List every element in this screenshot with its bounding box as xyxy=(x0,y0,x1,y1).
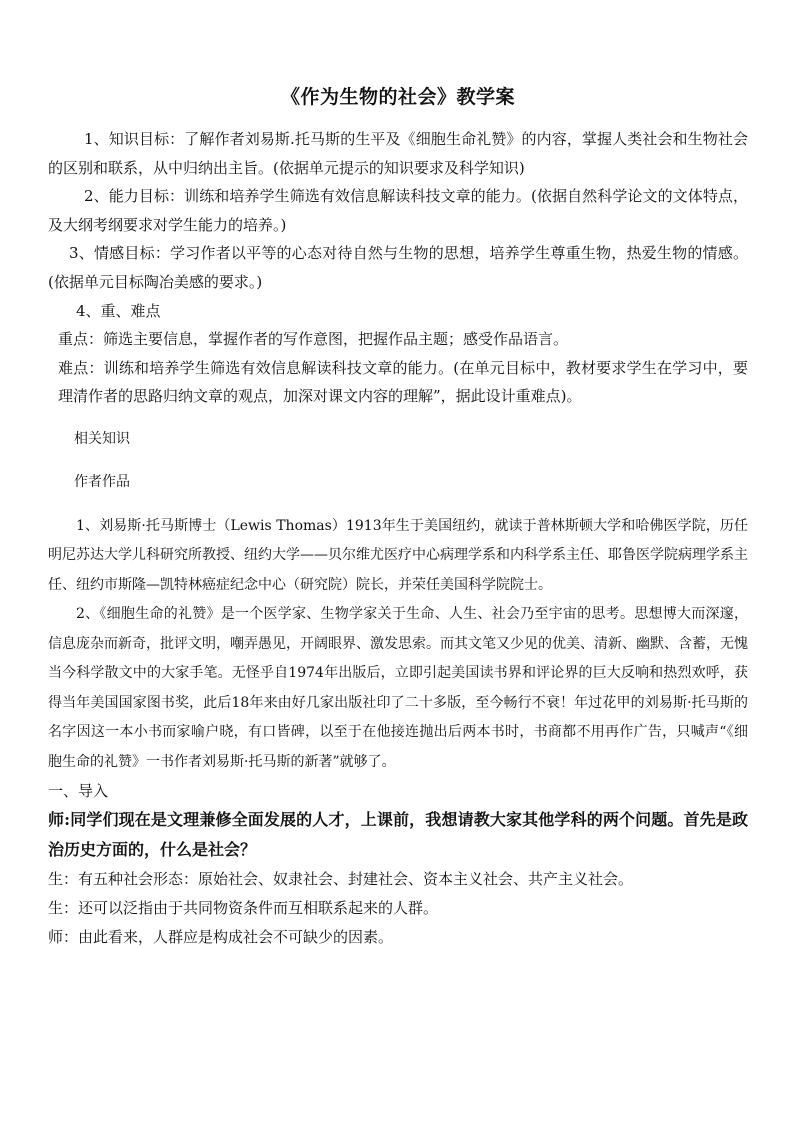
related-knowledge-heading: 相关知识 xyxy=(74,430,130,447)
difficult-point: 难点：训练和培养学生筛选有效信息解读科技文章的能力。(在单元目标中，教材要求学生在学习中，要理清作者的思路归纳文章的观点，加深对课文内容的理解”，据此设计重难点)。 xyxy=(58,358,748,406)
key-point: 重点：筛选主要信息，掌握作者的写作意图，把握作品主题；感受作品语言。 xyxy=(58,330,569,349)
document-title: 《作为生物的社会》教学案 xyxy=(280,86,515,108)
author-paragraph-1: 1、刘易斯·托马斯博士（Lewis Thomas）1913年生于美国纽约，就读于普林斯顿大学和哈佛医学院，历任明尼苏达大学儿科研究所教授、纽约大学——贝尔维尤医疗中心病理学系和内科学系主任、耶鲁医学院病理学系主任、纽约市斯隆—凯特林癌症纪念中心（研究院）院长，并荣任美国科学院院士。 xyxy=(48,517,748,593)
objective-ability: 2、能力目标：训练和培养学生筛选有效信息解读科技文章的能力。(依据自然科学论文的文体特点，及大纲考纲要求对学生能力的培养。) xyxy=(48,187,748,234)
key-difficult-heading: 4、重、难点 xyxy=(76,301,161,320)
document-page xyxy=(48,82,748,952)
dialogue-line-3: 师：由此看来，人群应是构成社会不可缺少的因素。 xyxy=(48,928,394,947)
objective-knowledge: 1、知识目标：了解作者刘易斯.托马斯的生平及《细胞生命礼赞》的内容，掌握人类社会和生物社会的区别和联系，从中归纳出主旨。(依据单元提示的知识要求及科学知识) xyxy=(48,130,748,177)
teacher-question: 师:同学们现在是文理兼修全面发展的人才，上课前，我想请教大家其他学科的两个问题。首先是政治历史方面的，什么是社会？ xyxy=(48,810,748,860)
author-paragraph-2: 2、《细胞生命的礼赞》是一个医学家、生物学家关于生命、人生、社会乃至宇宙的思考。思想博大而深邃，信息庞杂而新奇，批评文明，嘲弄愚见，开阔眼界、激发思索。而其文笔又少见的优美、清新、幽默、含蓄，无愧当今科学散文中的大家手笔。无怪乎自1974年出版后，立即引起美国读书界和评论界的巨大反响和热烈欢呼，获得当年美国国家图书奖，此后18年来由好几家出版社印了二十多版，至今畅行不衰！年过花甲的刘易斯·托马斯的名字因这一本小书而家喻户晓，有口皆碑，以至于在他接连抛出后两本书时，书商都不用再作广告，只喊声“《细胞生命的礼赞》一书作者刘易斯·托马斯的新著”就够了。 xyxy=(48,606,748,770)
dialogue-line-2: 生：还可以泛指由于共同物资条件而互相联系起来的人群。 xyxy=(48,899,439,918)
author-works-heading: 作者作品 xyxy=(74,474,130,491)
section-intro-heading: 一、导入 xyxy=(48,782,109,801)
dialogue-line-1: 生：有五种社会形态：原始社会、奴隶社会、封建社会、资本主义社会、共产主义社会。 xyxy=(48,870,634,889)
objective-emotion: 3、情感目标：学习作者以平等的心态对待自然与生物的思想，培养学生尊重生物，热爱生物的情感。(依据单元目标陶冶美感的要求。) xyxy=(48,244,748,291)
